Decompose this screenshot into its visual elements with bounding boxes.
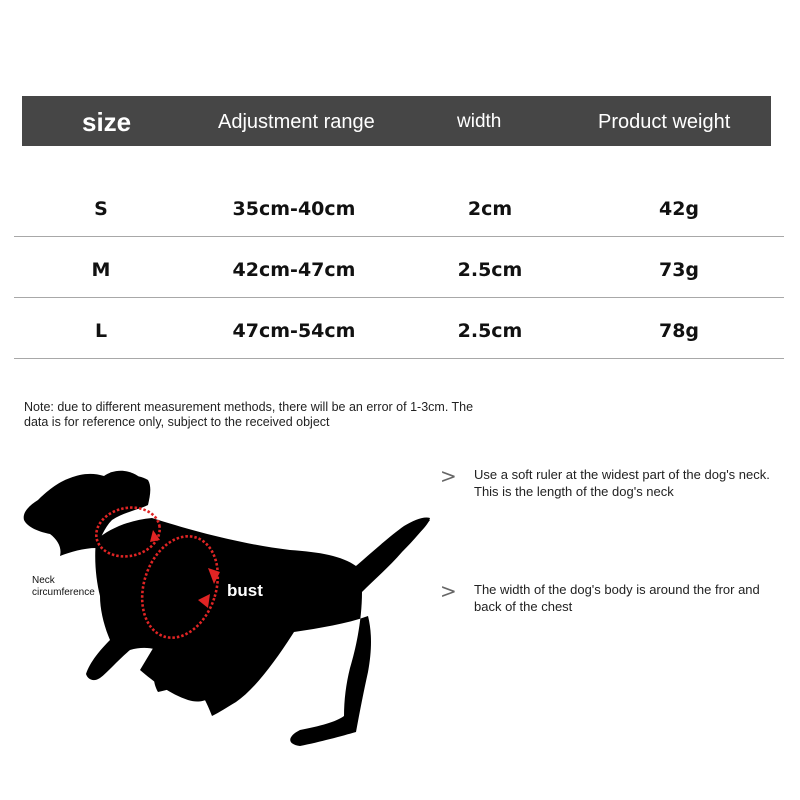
neck-circumference-label: Neck circumference	[32, 575, 95, 598]
cell-adjustment-range: 42cm-47cm	[232, 259, 356, 281]
cell-size: M	[91, 259, 111, 281]
measurement-note: Note: due to different measurement methods, there will be an error of 1-3cm. The data is for reference only, subject to the received object	[24, 400, 474, 429]
cell-adjustment-range: 47cm-54cm	[232, 320, 356, 342]
tip-text: Use a soft ruler at the widest part of the dog's neck. This is the length of the dog's neck	[474, 467, 770, 499]
cell-size: S	[94, 198, 108, 220]
chevron-right-icon: >	[440, 464, 457, 488]
cell-adjustment-range: 35cm-40cm	[232, 198, 356, 220]
table-row	[14, 240, 784, 300]
table-header	[22, 96, 771, 146]
cell-width: 2.5cm	[457, 320, 523, 342]
dog-body	[24, 471, 430, 746]
header-width: width	[457, 111, 502, 132]
bust-label: bust	[227, 581, 263, 600]
header-size: size	[82, 107, 132, 137]
cell-width: 2cm	[467, 198, 513, 220]
cell-width: 2.5cm	[457, 259, 523, 281]
header-adjustment-range: Adjustment range	[218, 111, 375, 133]
table-row	[14, 301, 784, 361]
cell-weight: 42g	[658, 198, 700, 220]
row-divider	[14, 236, 784, 237]
cell-weight: 78g	[658, 320, 700, 342]
cell-size: L	[94, 320, 108, 342]
tip-text: The width of the dog's body is around the fror and back of the chest	[474, 582, 760, 614]
cell-weight: 73g	[658, 259, 700, 281]
dog-silhouette-illustration	[0, 440, 440, 770]
row-divider	[14, 358, 784, 359]
header-product-weight: Product weight	[598, 111, 731, 133]
table-row	[14, 179, 784, 239]
row-divider	[14, 297, 784, 298]
chevron-right-icon: >	[440, 579, 457, 603]
